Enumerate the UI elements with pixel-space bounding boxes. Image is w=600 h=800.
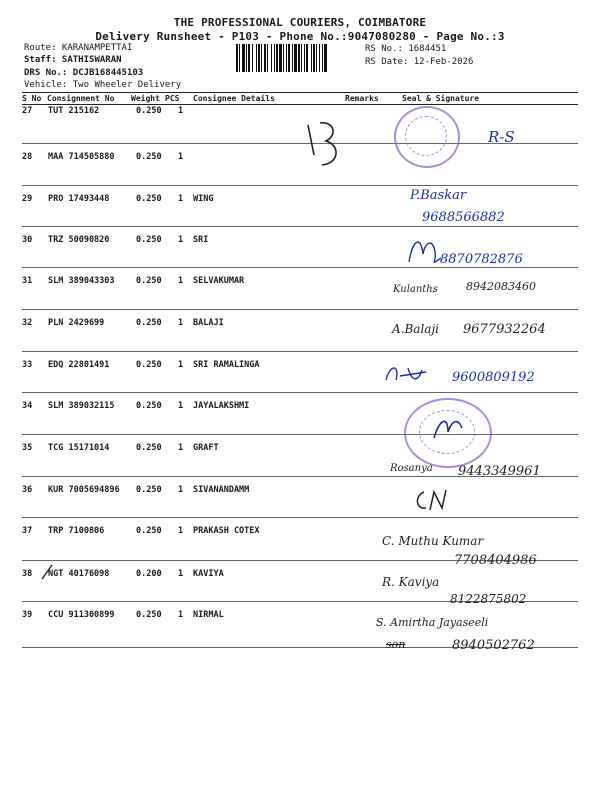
- signature-39-name: S. Amirtha Jayaseeli: [376, 616, 489, 629]
- row-sno: 36: [22, 485, 33, 495]
- row-consignee: BALAJI: [193, 318, 224, 328]
- signature-33-phone: 9600809192: [452, 370, 535, 385]
- row-pcs: 1: [178, 360, 184, 370]
- row-sno: 39: [22, 610, 33, 620]
- row-pcs: 1: [178, 276, 184, 286]
- row-sno: 32: [22, 318, 33, 328]
- row-consignee: SELVAKUMAR: [193, 276, 245, 286]
- row-consignee: PRAKASH COTEX: [193, 526, 260, 536]
- row-weight: 0.250: [136, 526, 162, 536]
- col-sno: S No: [22, 94, 42, 103]
- row-consignment: SLM 389032115: [48, 401, 115, 411]
- row-pcs: 1: [178, 443, 184, 453]
- row-pcs: 1: [178, 152, 184, 162]
- row-consignment: MAA 714505880: [48, 152, 115, 162]
- row-weight: 0.250: [136, 401, 162, 411]
- col-consignment: Consignment No: [47, 94, 115, 103]
- row-divider: [22, 226, 578, 227]
- seal-stamp-27: [394, 106, 460, 168]
- signature-37-phone: 7708404986: [454, 553, 537, 568]
- scribble-signature-30: [405, 232, 445, 270]
- tick-mark-38: [40, 563, 54, 581]
- row-divider: [22, 351, 578, 352]
- signature-35-phone: 9443349961: [458, 464, 541, 479]
- row-sno: 28: [22, 152, 33, 162]
- row-consignment: EDQ 22801491: [48, 360, 110, 370]
- staff-label: Staff: SATHISWARAN: [24, 55, 122, 65]
- row-pcs: 1: [178, 106, 184, 116]
- row-weight: 0.250: [136, 485, 162, 495]
- barcode-image: [236, 44, 360, 72]
- signature-29-name: P.Baskar: [410, 188, 467, 203]
- col-consignee: Consignee Details: [193, 94, 275, 103]
- row-sno: 35: [22, 443, 33, 453]
- row-divider: [22, 185, 578, 186]
- row-pcs: 1: [178, 235, 184, 245]
- row-weight: 0.250: [136, 276, 162, 286]
- signature-31-name: Kulanths: [393, 284, 438, 295]
- signature-39-relation: son: [386, 638, 406, 651]
- row-consignee: NIRMAL: [193, 610, 224, 620]
- row-sno: 37: [22, 526, 33, 536]
- row-weight: 0.250: [136, 610, 162, 620]
- row-consignee: JAYALAKSHMI: [193, 401, 250, 411]
- row-weight: 0.250: [136, 152, 162, 162]
- col-remarks: Remarks: [345, 94, 379, 103]
- signature-35-name: Rosanya: [390, 463, 433, 474]
- row-sno: 34: [22, 401, 33, 411]
- row-consignee: WING: [193, 194, 214, 204]
- row-pcs: 1: [178, 569, 184, 579]
- row-consignment: TRZ 50090820: [48, 235, 110, 245]
- row-divider: [22, 517, 578, 518]
- rs-date: RS Date: 12-Feb-2026: [365, 57, 474, 67]
- row-weight: 0.250: [136, 235, 162, 245]
- row-pcs: 1: [178, 485, 184, 495]
- row-weight: 0.250: [136, 318, 162, 328]
- row-weight: 0.250: [136, 360, 162, 370]
- signature-39-phone: 8940502762: [452, 638, 535, 653]
- row-pcs: 1: [178, 318, 184, 328]
- row-consignment: CCU 911300899: [48, 610, 115, 620]
- row-consignment: PLN 2429699: [48, 318, 105, 328]
- row-consignment: TRP 7100806: [48, 526, 105, 536]
- row-consignment: TCG 15171014: [48, 443, 110, 453]
- row-consignee: SRI RAMALINGA: [193, 360, 260, 370]
- scribble-signature-33: [382, 362, 442, 388]
- table-header-rule: [22, 104, 578, 105]
- row-divider: [22, 392, 578, 393]
- company-title: THE PROFESSIONAL COURIERS, COIMBATORE: [173, 16, 427, 29]
- row-pcs: 1: [178, 526, 184, 536]
- signature-32-phone: 9677932264: [463, 322, 546, 337]
- scribble-signature-28: [300, 115, 350, 185]
- row-sno: 27: [22, 106, 33, 116]
- signature-37-name: C. Muthu Kumar: [382, 534, 484, 548]
- row-consignee: SRI: [193, 235, 209, 245]
- row-divider: [22, 434, 578, 435]
- signature-30-phone: 8870782876: [440, 252, 523, 267]
- route-label: Route: KARANAMPETTAI: [24, 43, 133, 53]
- row-consignment: TUT 215162: [48, 106, 100, 116]
- row-pcs: 1: [178, 610, 184, 620]
- vehicle-label: Vehicle: Two Wheeler Delivery: [24, 80, 182, 90]
- row-divider: [22, 267, 578, 268]
- table-top-rule: [22, 92, 578, 93]
- row-sno: 31: [22, 276, 33, 286]
- col-seal: Seal & Signature: [402, 94, 480, 103]
- row-consignee: GRAFT: [193, 443, 219, 453]
- row-consignee: KAVIYA: [193, 569, 224, 579]
- row-divider: [22, 309, 578, 310]
- row-sno: 30: [22, 235, 33, 245]
- rs-number: RS No.: 1684451: [365, 44, 447, 54]
- col-weight: Weight: [131, 94, 160, 103]
- row-weight: 0.200: [136, 569, 162, 579]
- signature-29-phone: 9688566882: [422, 210, 505, 225]
- row-sno: 38: [22, 569, 33, 579]
- row-sno: 29: [22, 194, 33, 204]
- row-weight: 0.250: [136, 194, 162, 204]
- row-sno: 33: [22, 360, 33, 370]
- drs-label: DRS No.: DCJB168445103: [24, 68, 144, 78]
- scribble-signature-36: [412, 488, 462, 514]
- col-pcs: PCS: [165, 94, 180, 103]
- row-weight: 0.250: [136, 106, 162, 116]
- signature-32-name: A.Balaji: [392, 322, 440, 336]
- row-consignee: SIVANANDAMM: [193, 485, 250, 495]
- scribble-signature-34: [430, 412, 470, 446]
- row-consignment: PRO 17493448: [48, 194, 110, 204]
- runsheet-subtitle: Delivery Runsheet - P103 - Phone No.:9047080280 - Page No.:3: [95, 30, 505, 43]
- row-consignment: SLM 389043303: [48, 276, 115, 286]
- row-consignment: KUR 7005694896: [48, 485, 120, 495]
- signature-31-phone: 8942083460: [466, 280, 536, 293]
- row-consignment: NGT 40176098: [48, 569, 110, 579]
- row-weight: 0.250: [136, 443, 162, 453]
- signature-27: R-S: [488, 128, 515, 146]
- signature-38-name: R. Kaviya: [382, 575, 440, 589]
- row-pcs: 1: [178, 194, 184, 204]
- row-pcs: 1: [178, 401, 184, 411]
- signature-38-phone: 8122875802: [450, 592, 527, 606]
